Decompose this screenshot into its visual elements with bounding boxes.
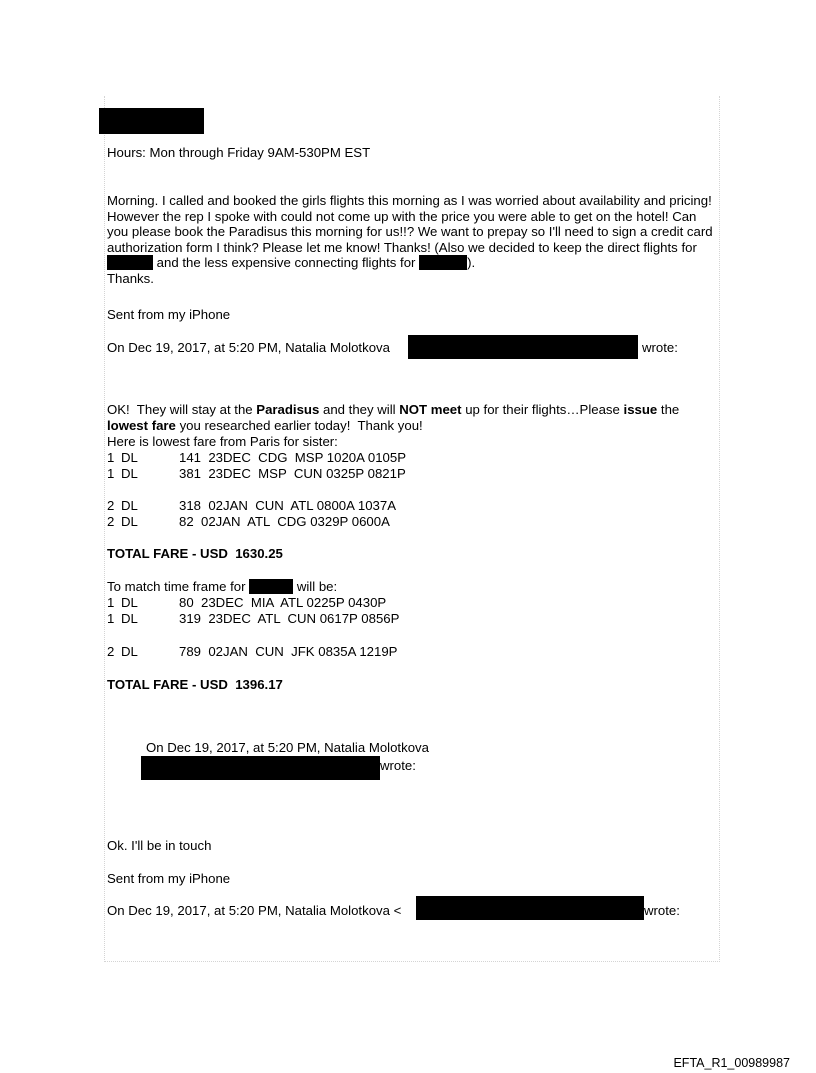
quote-header-1: On Dec 19, 2017, at 5:20 PM, Natalia Molotkova	[107, 340, 390, 355]
itinerary-row: 2 DL 82 02JAN ATL CDG 0329P 0600A	[107, 514, 390, 529]
quote-header-1-suffix: wrote:	[642, 340, 678, 355]
redaction-inline	[107, 255, 153, 270]
quote-header-2-suffix: wrote:	[380, 758, 416, 773]
hours-line: Hours: Mon through Friday 9AM-530PM EST	[107, 145, 371, 160]
match-text: To match time frame for will be:	[107, 579, 338, 594]
sent-from-iphone: Sent from my iPhone	[107, 307, 231, 322]
redacted-email	[408, 335, 638, 359]
redaction-inline	[419, 255, 467, 270]
redacted-email	[141, 756, 380, 780]
itinerary-row: 2 DL 789 02JAN CUN JFK 0835A 1219P	[107, 644, 398, 659]
redaction-block	[99, 108, 204, 134]
total-fare-1: TOTAL FARE - USD 1630.25	[107, 546, 283, 561]
total-fare-2: TOTAL FARE - USD 1396.17	[107, 677, 283, 692]
quote-header-2: On Dec 19, 2017, at 5:20 PM, Natalia Molotkova	[146, 740, 429, 755]
itinerary-row: 1 DL 141 23DEC CDG MSP 1020A 0105P	[107, 450, 407, 465]
itinerary-row: 1 DL 319 23DEC ATL CUN 0617P 0856P	[107, 611, 400, 626]
document-id: EFTA_R1_00989987	[673, 1056, 790, 1070]
quote-header-3-suffix: wrote:	[644, 903, 680, 918]
itinerary-row: 1 DL 381 23DEC MSP CUN 0325P 0821P	[107, 466, 406, 481]
body-paragraph: Morning. I called and booked the girls flights this morning as I was worried about availability and pricing! However the rep I spoke with could not come up with the price you were able to get on the hotel! Can you please book the Paradisus this morning for us!!? We want to prepay so I'll need to sign a credit card authorization form I think? Please let me know! Thanks! (Also we decided to keep the direct flights for and the less expensive connecting flights for ). Thanks.	[107, 193, 713, 286]
quote-header-3: On Dec 19, 2017, at 5:20 PM, Natalia Molotkova <	[107, 903, 402, 918]
reply-line-2: lowest fare you researched earlier today! Thank you!	[107, 418, 423, 433]
redaction-inline	[249, 579, 293, 594]
reply-line-3: Here is lowest fare from Paris for sister:	[107, 434, 338, 449]
itinerary-row: 1 DL 80 23DEC MIA ATL 0225P 0430P	[107, 595, 387, 610]
ok-text: Ok. I'll be in touch	[107, 838, 212, 853]
itinerary-row: 2 DL 318 02JAN CUN ATL 0800A 1037A	[107, 498, 396, 513]
sent-from-iphone: Sent from my iPhone	[107, 871, 231, 886]
redacted-email	[416, 896, 644, 920]
reply-line-1: OK! They will stay at the Paradisus and they will NOT meet up for their flights…Please issue the	[107, 402, 680, 417]
